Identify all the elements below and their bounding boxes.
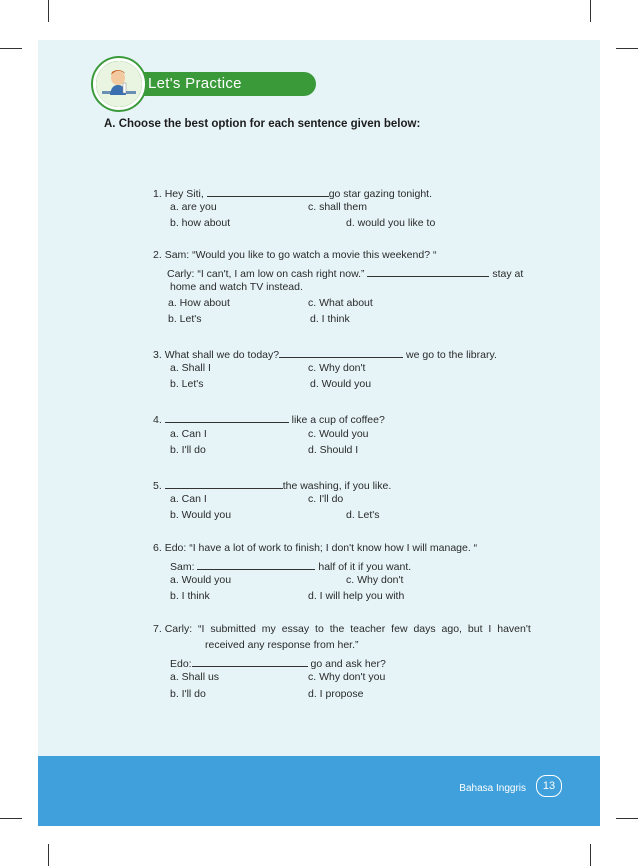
footer-band [38, 756, 600, 826]
question-2-line-2 [167, 265, 523, 280]
answer-blank[interactable] [197, 558, 315, 570]
question-text: go star gazing tonight. [328, 188, 433, 200]
question-7 [153, 623, 531, 635]
option-d: d. Would you [310, 378, 372, 390]
question-text: Carly: “I can't, I am low on cash right now.” [167, 268, 368, 280]
option-b: b. Let's [170, 378, 204, 390]
option-d: d. Let's [346, 509, 380, 521]
student-illustration-icon [93, 58, 145, 110]
question-5 [153, 477, 391, 492]
crop-mark [590, 844, 591, 866]
question-6-line-2 [170, 558, 411, 573]
crop-mark [616, 48, 638, 49]
question-number: 7. [153, 623, 162, 635]
option-a: a. are you [170, 201, 217, 213]
option-a: a. Would you [170, 574, 232, 586]
crop-mark [590, 0, 591, 22]
question-number: 2. [153, 249, 162, 261]
footer-book-title: Bahasa Inggris [459, 783, 526, 794]
question-text: half of it if you want. [315, 561, 412, 573]
crop-mark [616, 818, 638, 819]
crop-mark [48, 0, 49, 22]
option-b: b. I think [170, 590, 210, 602]
answer-blank[interactable] [367, 265, 489, 277]
question-2 [153, 249, 436, 261]
option-c: c. What about [308, 297, 373, 309]
option-b: b. Let's [168, 313, 202, 325]
option-c: c. Why don't you [308, 671, 386, 683]
question-4 [153, 411, 385, 426]
question-number: 4. [153, 414, 162, 426]
answer-blank[interactable] [207, 185, 329, 197]
instruction-text: A. Choose the best option for each sentence given below: [104, 118, 421, 130]
option-d: d. would you like to [346, 217, 436, 229]
question-2-line-3: home and watch TV instead. [170, 281, 303, 293]
option-d: d. I think [310, 313, 350, 325]
crop-mark [0, 818, 22, 819]
option-a: a. Shall us [170, 671, 220, 683]
question-3 [153, 346, 497, 361]
question-number: 1. [153, 188, 162, 200]
option-a: a. Can I [170, 428, 207, 440]
answer-blank[interactable] [165, 477, 283, 489]
crop-mark [48, 844, 49, 866]
question-number: 6. [153, 542, 162, 554]
question-text: like a cup of coffee? [288, 414, 385, 426]
crop-mark [0, 48, 22, 49]
page-number: 13 [536, 775, 562, 797]
question-text: Edo: [170, 658, 192, 670]
option-a: a. Shall I [170, 362, 211, 374]
option-c: c. I'll do [308, 493, 344, 505]
option-d: d. I will help you with [308, 590, 405, 602]
question-text: What shall we do today? [164, 349, 280, 361]
question-7-line-2: received any response from her.” [205, 639, 359, 651]
question-text: Edo: “I have a lot of work to finish; I don't know how I will manage. “ [164, 542, 478, 554]
answer-blank[interactable] [165, 411, 289, 423]
question-7-line-3 [170, 655, 386, 670]
question-text: Sam: “Would you like to go watch a movie this weekend? “ [164, 249, 437, 261]
option-b: b. how about [170, 217, 231, 229]
question-text: we go to the library. [403, 349, 497, 361]
option-a: a. Can I [170, 493, 207, 505]
option-b: b. I'll do [170, 444, 206, 456]
option-c: c. Why don't [346, 574, 404, 586]
option-b: b. I'll do [170, 688, 206, 700]
option-c: c. Would you [308, 428, 369, 440]
question-1 [153, 185, 432, 200]
option-c: c. Why don't [308, 362, 366, 374]
question-text: the washing, if you like. [282, 480, 392, 492]
question-text: Sam: [170, 561, 198, 573]
option-a: a. How about [168, 297, 230, 309]
option-b: b. Would you [170, 509, 232, 521]
option-d: d. I propose [308, 688, 364, 700]
question-text: stay at [489, 268, 524, 280]
question-6 [153, 542, 477, 554]
question-text: go and ask her? [307, 658, 386, 670]
option-c: c. shall them [308, 201, 367, 213]
section-title: Let's Practice [148, 75, 242, 92]
answer-blank[interactable] [279, 346, 403, 358]
answer-blank[interactable] [192, 655, 308, 667]
question-number: 5. [153, 480, 162, 492]
question-text: Hey Siti, [164, 188, 207, 200]
question-text: Carly: “I submitted my essay to the teacher few days ago, but I haven't [164, 623, 531, 635]
option-d: d. Should I [308, 444, 359, 456]
question-number: 3. [153, 349, 162, 361]
